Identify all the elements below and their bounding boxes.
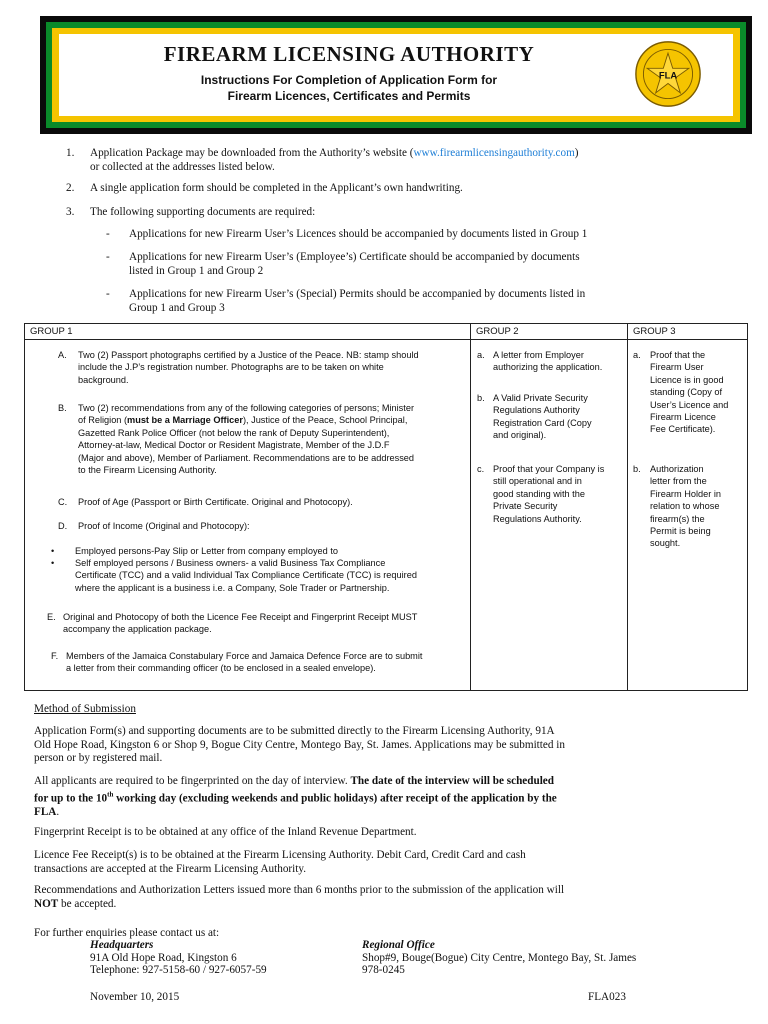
dash-3: - <box>106 288 110 300</box>
header-group-3: GROUP 3 <box>633 326 676 337</box>
fla-seal-logo <box>634 40 702 108</box>
item-1-line2: or collected at the addresses listed below. <box>90 161 275 173</box>
group2-a-text: A letter from Employer authorizing the application. <box>493 350 603 373</box>
group1-D-text: Proof of Income (Original and Photocopy): <box>78 521 250 531</box>
sub-item-3-line1: Applications for new Firearm User’s (Special) Permits should be accompanied by documents listed in <box>129 288 586 300</box>
submission-heading: Method of Submission <box>34 703 136 715</box>
item-2-number: 2. <box>66 182 75 194</box>
group3-a-text: Proof that the Firearm User Licence is in good standing (Copy of User’s Licence and Firearm Licence Fee Certificate). <box>650 350 729 435</box>
page-title: FIREARM LICENSING AUTHORITY <box>163 42 535 66</box>
logo-text: FLA <box>658 70 678 82</box>
group2-a-label: a. <box>477 350 485 360</box>
group1-A-text: Two (2) Passport photographs certified by a Justice of the Peace. NB: stamp should include the J.P’s registration number. Photographs are to be taken on white background. <box>78 350 419 385</box>
contact-intro: For further enquiries please contact us at: <box>34 927 220 939</box>
group1-D-label: D. <box>58 521 68 531</box>
item-1-number: 1. <box>66 147 75 159</box>
dash-2: - <box>106 251 110 263</box>
column-divider-2 <box>627 324 628 690</box>
item-2-text: A single application form should be completed in the Applicant’s own handwriting. <box>90 182 463 194</box>
header-divider <box>25 339 747 340</box>
bullet-1: • <box>51 546 55 556</box>
column-divider-1 <box>470 324 471 690</box>
dash-1: - <box>106 228 110 240</box>
group1-C-label: C. <box>58 497 68 507</box>
page-subtitle-line1: Instructions For Completion of Application Form for <box>200 73 498 87</box>
item-3-number: 3. <box>66 206 75 218</box>
group1-D-bullet-2: Self employed persons / Business owners- a valid Business Tax Compliance Certificate (TCC) and a valid Individual Tax Compliance Certificate (TCC) is required where the applicant is a business i.e. a Company, Sole Trader or Partnership. <box>75 558 417 593</box>
header-banner <box>40 16 752 134</box>
submission-paragraph-1: Application Form(s) and supporting documents are to be submitted directly to the Firearm Licensing Authority, 91A Old Hope Road, Kingston 6 or Shop 9, Bogue City Centre, Montego Bay, St. James. Applications may be submitted in person or by registered mail. <box>34 725 565 764</box>
group1-E-text: Original and Photocopy of both the Licence Fee Receipt and Fingerprint Receipt MUST accompany the application package. <box>63 612 418 635</box>
submission-paragraph-2: All applicants are required to be fingerprinted on the day of interview. The date of the interview will be scheduled for up to the 10th working day (excluding weekends and public holidays) after receipt of the application by the FLA. <box>34 775 557 818</box>
group3-b-text: Authorization letter from the Firearm Holder in relation to whose firearm(s) the Permit is being sought. <box>650 464 721 549</box>
sub-item-2-line1: Applications for new Firearm User’s (Employee’s) Certificate should be accompanied by documents <box>129 251 580 263</box>
regional-office-block: Regional Office Shop#9, Bouge(Bogue) City Centre, Montego Bay, St. James 978-0245 <box>362 939 637 976</box>
sub-item-2-line2: listed in Group 1 and Group 2 <box>129 265 264 277</box>
group2-c-label: c. <box>477 464 485 474</box>
group2-b-label: b. <box>477 393 485 403</box>
submission-paragraph-3: Fingerprint Receipt is to be obtained at any office of the Inland Revenue Department. <box>34 826 417 838</box>
headquarters-block: Headquarters 91A Old Hope Road, Kingston 6 Telephone: 927-5158-60 / 927-6057-59 <box>90 939 267 976</box>
document-code: FLA023 <box>588 991 626 1003</box>
group3-b-label: b. <box>633 464 641 474</box>
group1-A-label: A. <box>58 350 67 360</box>
group1-C-text: Proof of Age (Passport or Birth Certificate. Original and Photocopy). <box>78 497 353 507</box>
group1-F-label: F. <box>51 651 59 661</box>
group3-a-label: a. <box>633 350 641 360</box>
group1-B-text: Two (2) recommendations from any of the following categories of persons; Minister of Religion (must be a Marriage Officer), Justice of the Peace, School Principal, Gazetted Rank Police Officer (not below the rank of Deputy Superintendent), Attorney-at-law, Medical Doctor or Resident Magistrate, Member of the J.D.F (Major and above), Member of Parliament. Recommendations are to be addressed to the Firearm Licensing Authority. <box>78 403 415 476</box>
document-date: November 10, 2015 <box>90 991 180 1003</box>
group2-b-text: A Valid Private Security Regulations Authority Registration Card (Copy and original). <box>493 393 592 441</box>
bullet-2: • <box>51 558 55 568</box>
sub-item-3-line2: Group 1 and Group 3 <box>129 302 225 314</box>
item-1-text: Application Package may be downloaded from the Authority’s website (www.firearmlicensingauthority.com) <box>90 147 579 159</box>
requirements-table <box>24 323 748 691</box>
submission-paragraph-5: Recommendations and Authorization Letters issued more than 6 months prior to the submission of the application will NOT be accepted. <box>34 884 565 910</box>
website-link[interactable]: www.firearmlicensingauthority.com <box>413 147 575 159</box>
submission-paragraph-4: Licence Fee Receipt(s) is to be obtained at the Firearm Licensing Authority. Debit Card, Credit Card and cash transactions are accepted at the Firearm Licensing Authority. <box>34 849 526 875</box>
group1-E-label: E. <box>47 612 56 622</box>
item-3-text: The following supporting documents are required: <box>90 206 316 218</box>
sub-item-1: Applications for new Firearm User’s Licences should be accompanied by documents listed in Group 1 <box>129 228 588 240</box>
group1-B-label: B. <box>58 403 67 413</box>
group1-D-bullet-1: Employed persons-Pay Slip or Letter from company employed to <box>75 546 338 556</box>
header-group-1: GROUP 1 <box>30 326 73 337</box>
group2-c-text: Proof that your Company is still operational and in good standing with the Private Security Regulations Authority. <box>493 464 605 524</box>
header-group-2: GROUP 2 <box>476 326 519 337</box>
group1-F-text: Members of the Jamaica Constabulary Force and Jamaica Defence Force are to submit a letter from their commanding officer (to be enclosed in a sealed envelope). <box>66 651 423 674</box>
page-subtitle-line2: Firearm Licences, Certificates and Permits <box>227 89 471 103</box>
